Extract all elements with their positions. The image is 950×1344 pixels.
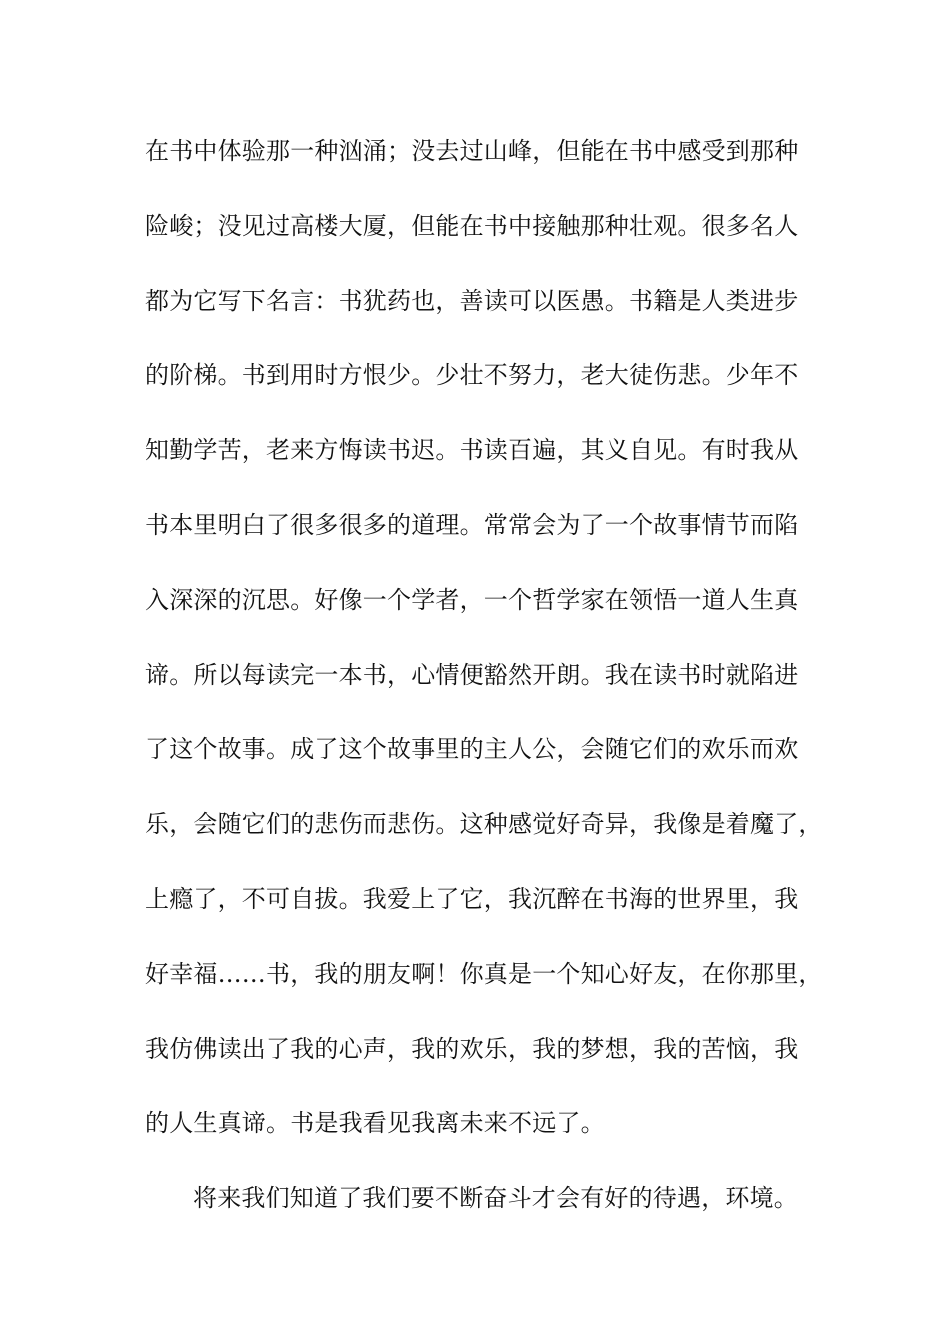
paragraph-1-line-10: 乐，会随它们的悲伤而悲伤。这种感觉好奇异，我像是着魔了， <box>145 810 823 838</box>
paragraph-1-line-11: 上瘾了，不可自拔。我爱上了它，我沉醉在书海的世界里，我 <box>145 885 799 913</box>
paragraph-1-line-6: 书本里明白了很多很多的道理。常常会为了一个故事情节而陷 <box>145 511 799 539</box>
paragraph-1-line-3: 都为它写下名言：书犹药也，善读可以医愚。书籍是人类进步 <box>145 287 799 315</box>
paragraph-1-line-12: 好幸福……书，我的朋友啊！你真是一个知心好友，在你那里， <box>145 960 823 988</box>
paragraph-1-line-8: 谛。所以每读完一本书，心情便豁然开朗。我在读书时就陷进 <box>145 661 799 689</box>
paragraph-1-line-13: 我仿佛读出了我的心声，我的欢乐，我的梦想，我的苦恼，我 <box>145 1035 799 1063</box>
paragraph-2-line-1: 将来我们知道了我们要不断奋斗才会有好的待遇，环境。 <box>193 1184 798 1212</box>
paragraph-1-line-5: 知勤学苦，老来方悔读书迟。书读百遍，其义自见。有时我从 <box>145 436 799 464</box>
paragraph-1-line-4: 的阶梯。书到用时方恨少。少壮不努力，老大徒伤悲。少年不 <box>145 361 799 389</box>
paragraph-1-line-2: 险峻；没见过高楼大厦，但能在书中接触那种壮观。很多名人 <box>145 212 799 240</box>
paragraph-1-line-7: 入深深的沉思。好像一个学者，一个哲学家在领悟一道人生真 <box>145 586 799 614</box>
paragraph-1-line-1: 在书中体验那一种汹涌；没去过山峰，但能在书中感受到那种 <box>145 137 799 165</box>
paragraph-1-line-9: 了这个故事。成了这个故事里的主人公，会随它们的欢乐而欢 <box>145 735 799 763</box>
paragraph-1-line-14: 的人生真谛。书是我看见我离未来不远了。 <box>145 1109 605 1137</box>
